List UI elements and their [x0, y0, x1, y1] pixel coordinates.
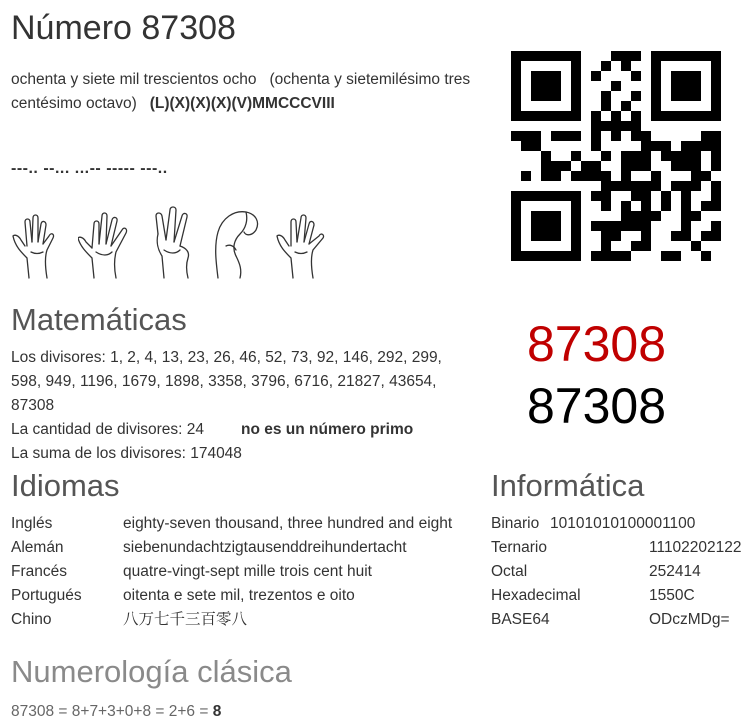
qr-module	[541, 81, 551, 91]
qr-module	[601, 201, 611, 211]
qr-module	[531, 81, 541, 91]
qr-module	[691, 151, 701, 161]
qr-module	[591, 111, 601, 121]
language-value: 八万七千三百零八	[123, 611, 248, 628]
qr-module	[531, 51, 541, 61]
qr-module	[711, 61, 721, 71]
base-label: Ternario	[491, 539, 547, 556]
qr-module	[591, 221, 601, 231]
qr-module	[581, 161, 591, 171]
qr-module	[521, 131, 531, 141]
qr-module	[711, 141, 721, 151]
language-name: Inglés	[11, 515, 53, 532]
language-name: Chino	[11, 611, 52, 628]
qr-module	[621, 151, 631, 161]
section-title-math: Matemáticas	[11, 302, 187, 337]
qr-module	[681, 191, 691, 201]
qr-module	[711, 91, 721, 101]
zero-sign-hand-icon	[212, 206, 268, 280]
qr-module	[691, 111, 701, 121]
language-value: quatre-vingt-sept mille trois cent huit	[123, 563, 372, 580]
section-title-numerology: Numerología clásica	[11, 654, 292, 689]
qr-module	[551, 171, 561, 181]
qr-module	[671, 231, 681, 241]
language-value: oitenta e sete mil, trezentos e oito	[123, 587, 355, 604]
qr-module	[621, 221, 631, 231]
seven-sign-hand-icon	[78, 206, 134, 280]
qr-module	[551, 211, 561, 221]
qr-module	[601, 221, 611, 231]
qr-module	[611, 131, 621, 141]
qr-module	[541, 71, 551, 81]
qr-module	[551, 131, 561, 141]
qr-module	[671, 91, 681, 101]
qr-module	[601, 241, 611, 251]
qr-module	[621, 211, 631, 221]
qr-module	[651, 141, 661, 151]
language-name: Alemán	[11, 539, 64, 556]
qr-module	[641, 211, 651, 221]
qr-module	[601, 181, 611, 191]
qr-module	[671, 181, 681, 191]
qr-module	[691, 91, 701, 101]
divisor-count: 24	[186, 421, 205, 438]
qr-module	[551, 221, 561, 231]
qr-module	[651, 101, 661, 111]
number-display-black: 87308	[527, 378, 667, 434]
divisor-count-label: La cantidad de divisores:	[11, 421, 183, 438]
qr-module	[701, 131, 711, 141]
qr-module	[511, 241, 521, 251]
qr-module	[531, 141, 541, 151]
qr-module	[521, 251, 531, 261]
qr-module	[631, 91, 641, 101]
numerology-line	[11, 700, 221, 724]
qr-module	[641, 221, 651, 231]
qr-module	[601, 171, 611, 181]
qr-module	[631, 51, 641, 61]
qr-module	[711, 101, 721, 111]
qr-module	[671, 51, 681, 61]
qr-module	[621, 121, 631, 131]
qr-module	[541, 231, 551, 241]
qr-module	[541, 161, 551, 171]
qr-module	[681, 211, 691, 221]
qr-module	[601, 61, 611, 71]
qr-module	[671, 151, 681, 161]
qr-module	[571, 231, 581, 241]
qr-module	[691, 181, 701, 191]
qr-module	[711, 71, 721, 81]
qr-module	[511, 191, 521, 201]
qr-module	[621, 61, 631, 71]
qr-module	[541, 91, 551, 101]
qr-module	[511, 211, 521, 221]
qr-module	[631, 161, 641, 171]
qr-module	[511, 201, 521, 211]
qr-module	[691, 241, 701, 251]
qr-module	[631, 181, 641, 191]
qr-module	[511, 221, 521, 231]
qr-module	[651, 81, 661, 91]
qr-module	[511, 91, 521, 101]
qr-module	[561, 51, 571, 61]
qr-module	[621, 201, 631, 211]
qr-module	[631, 191, 641, 201]
qr-module	[551, 251, 561, 261]
qr-module	[681, 201, 691, 211]
qr-module	[621, 251, 631, 261]
qr-module	[571, 191, 581, 201]
qr-module	[611, 221, 621, 231]
qr-module	[611, 81, 621, 91]
qr-module	[551, 231, 561, 241]
qr-module	[611, 251, 621, 261]
qr-module	[591, 131, 601, 141]
qr-module	[711, 131, 721, 141]
qr-module	[571, 71, 581, 81]
qr-module	[661, 191, 671, 201]
qr-module	[591, 251, 601, 261]
qr-module	[671, 251, 681, 261]
section-title-languages: Idiomas	[11, 468, 120, 503]
divisors-line	[11, 346, 476, 418]
qr-module	[631, 221, 641, 231]
qr-module	[531, 71, 541, 81]
qr-module	[521, 111, 531, 121]
qr-module	[601, 231, 611, 241]
qr-module	[631, 111, 641, 121]
base-value: 11102202122	[649, 539, 742, 556]
qr-module	[541, 251, 551, 261]
qr-module	[641, 181, 651, 191]
qr-module	[511, 101, 521, 111]
qr-module	[691, 71, 701, 81]
qr-module	[661, 201, 671, 211]
qr-module	[521, 141, 531, 151]
qr-module	[511, 61, 521, 71]
qr-module	[711, 191, 721, 201]
qr-module	[511, 131, 521, 141]
qr-module	[581, 171, 591, 181]
roman-numeral: (L)(X)(X)(X)(V)MMCCCVIII	[149, 95, 335, 112]
qr-module	[611, 231, 621, 241]
qr-module	[511, 251, 521, 261]
qr-module	[571, 221, 581, 231]
qr-module	[541, 51, 551, 61]
number-words: ochenta y siete mil trescientos ocho	[11, 71, 257, 88]
qr-module	[711, 81, 721, 91]
qr-module	[681, 51, 691, 61]
qr-module	[531, 91, 541, 101]
qr-module	[561, 111, 571, 121]
qr-module	[541, 221, 551, 231]
numerology-formula: 87308 = 8+7+3+0+8 = 2+6 =	[11, 703, 209, 720]
qr-module	[551, 91, 561, 101]
qr-module	[641, 151, 651, 161]
language-name: Francés	[11, 563, 67, 580]
divisors-list: 1, 2, 4, 13, 23, 26, 46, 52, 73, 92, 146, 292, 299, 598, 949, 1196, 1679, 1898, 3358, 3796, 6716, 21827, 43654, 87308	[11, 349, 442, 414]
qr-module	[531, 111, 541, 121]
page-title: Número 87308	[11, 9, 236, 47]
qr-module	[681, 91, 691, 101]
qr-module	[711, 181, 721, 191]
qr-module	[631, 211, 641, 221]
qr-module	[711, 51, 721, 61]
qr-module	[601, 251, 611, 261]
qr-module	[651, 91, 661, 101]
qr-module	[701, 171, 711, 181]
qr-module	[711, 231, 721, 241]
qr-module	[591, 171, 601, 181]
divisor-sum-line	[11, 442, 242, 466]
divisor-sum: 174048	[190, 445, 242, 462]
numerology-result: 8	[212, 703, 222, 720]
qr-module	[571, 131, 581, 141]
language-value: siebenundachtzigtausenddreihundertacht	[123, 539, 407, 556]
qr-module	[661, 151, 671, 161]
qr-module	[571, 91, 581, 101]
qr-module	[591, 121, 601, 131]
qr-module	[671, 161, 681, 171]
qr-module	[521, 171, 531, 181]
ordinal-words: (ochenta y sietemilésimo trescentésimo octavo)	[11, 71, 471, 112]
base-value: 1550C	[649, 587, 695, 604]
qr-module	[511, 51, 521, 61]
qr-module	[531, 191, 541, 201]
qr-module	[661, 251, 671, 261]
three-sign-hand-icon	[150, 206, 206, 280]
qr-module	[661, 111, 671, 121]
qr-module	[561, 161, 571, 171]
eight-sign-hand-icon	[275, 206, 331, 280]
divisors-label: Los divisores:	[11, 349, 106, 366]
qr-module	[691, 171, 701, 181]
qr-module	[701, 231, 711, 241]
qr-module	[691, 161, 701, 171]
base-label: Hexadecimal	[491, 587, 581, 604]
qr-module	[651, 171, 661, 181]
qr-module	[601, 191, 611, 201]
qr-module	[621, 181, 631, 191]
qr-module	[601, 151, 611, 161]
qr-module	[701, 251, 711, 261]
qr-module	[641, 161, 651, 171]
qr-module	[661, 51, 671, 61]
qr-module	[541, 111, 551, 121]
qr-module	[681, 221, 691, 231]
qr-module	[571, 81, 581, 91]
qr-module	[551, 51, 561, 61]
qr-module	[671, 111, 681, 121]
qr-module	[671, 81, 681, 91]
divisor-sum-label: La suma de los divisores:	[11, 445, 186, 462]
qr-module	[591, 191, 601, 201]
base-value: ODczMDg=	[649, 611, 730, 628]
qr-module	[651, 61, 661, 71]
qr-module	[561, 131, 571, 141]
qr-module	[551, 81, 561, 91]
qr-module	[551, 161, 561, 171]
qr-module	[601, 121, 611, 131]
qr-module	[571, 111, 581, 121]
qr-module	[511, 111, 521, 121]
qr-module	[531, 221, 541, 231]
qr-module	[551, 111, 561, 121]
qr-module	[701, 51, 711, 61]
qr-module	[651, 71, 661, 81]
qr-module	[621, 51, 631, 61]
qr-module	[571, 61, 581, 71]
qr-module	[551, 191, 561, 201]
qr-module	[551, 71, 561, 81]
qr-module	[571, 211, 581, 221]
number-display-red: 87308	[527, 316, 667, 372]
qr-module	[621, 161, 631, 171]
qr-module	[541, 151, 551, 161]
qr-module	[701, 141, 711, 151]
qr-module	[711, 161, 721, 171]
qr-module	[641, 241, 651, 251]
qr-module	[681, 141, 691, 151]
qr-module	[681, 111, 691, 121]
qr-module	[611, 121, 621, 131]
qr-module	[541, 171, 551, 181]
section-title-computing: Informática	[491, 468, 645, 503]
qr-module	[641, 191, 651, 201]
qr-module	[511, 81, 521, 91]
qr-module	[641, 131, 651, 141]
qr-module	[631, 71, 641, 81]
qr-module	[671, 71, 681, 81]
qr-module	[521, 191, 531, 201]
divisor-count-line	[11, 418, 204, 442]
qr-module	[651, 111, 661, 121]
qr-module	[561, 251, 571, 261]
qr-module	[591, 141, 601, 151]
morse-code: ---.. --... ...-- ----- ---..	[11, 160, 168, 177]
qr-module	[541, 211, 551, 221]
qr-module	[511, 71, 521, 81]
qr-module	[681, 71, 691, 81]
qr-module	[631, 241, 641, 251]
qr-module	[651, 181, 661, 191]
qr-module	[531, 231, 541, 241]
qr-module	[681, 161, 691, 171]
number-words-block	[11, 68, 471, 116]
qr-module	[611, 111, 621, 121]
qr-module	[661, 141, 671, 151]
qr-module	[591, 161, 601, 171]
qr-module	[621, 171, 631, 181]
base-label: BASE64	[491, 611, 550, 628]
base-value: 252414	[649, 563, 701, 580]
qr-module	[591, 71, 601, 81]
base-value: 10101010100001100	[550, 515, 696, 532]
language-value: eighty-seven thousand, three hundred and eight	[123, 515, 453, 532]
qr-module	[531, 131, 541, 141]
qr-module	[711, 151, 721, 161]
qr-module	[601, 91, 611, 101]
qr-module	[711, 221, 721, 231]
qr-module	[601, 101, 611, 111]
qr-module	[611, 181, 621, 191]
qr-module	[631, 121, 641, 131]
qr-module	[641, 231, 651, 241]
qr-module	[631, 131, 641, 141]
qr-module	[521, 51, 531, 61]
eight-sign-hand-icon	[11, 206, 67, 280]
qr-module	[571, 241, 581, 251]
qr-module	[561, 191, 571, 201]
qr-module	[681, 181, 691, 191]
qr-module	[681, 151, 691, 161]
language-name: Portugués	[11, 587, 82, 604]
qr-module	[571, 101, 581, 111]
qr-module	[681, 81, 691, 91]
qr-module	[621, 101, 631, 111]
qr-module	[711, 201, 721, 211]
qr-module	[691, 141, 701, 151]
qr-module	[571, 251, 581, 261]
qr-module	[641, 201, 651, 211]
base-label: Octal	[491, 563, 528, 580]
qr-module	[641, 141, 651, 151]
qr-module	[571, 51, 581, 61]
qr-module	[571, 151, 581, 161]
qr-module	[651, 51, 661, 61]
base-label: Binario	[491, 515, 540, 532]
qr-code-icon	[511, 51, 721, 261]
qr-module	[691, 211, 701, 221]
qr-module	[531, 251, 541, 261]
qr-module	[541, 191, 551, 201]
qr-module	[691, 81, 701, 91]
qr-module	[651, 211, 661, 221]
qr-module	[571, 201, 581, 211]
qr-module	[691, 51, 701, 61]
qr-module	[611, 51, 621, 61]
prime-status: no es un número primo	[241, 421, 414, 438]
qr-module	[511, 231, 521, 241]
qr-module	[681, 231, 691, 241]
qr-module	[531, 211, 541, 221]
qr-module	[701, 201, 711, 211]
qr-module	[631, 151, 641, 161]
qr-module	[711, 111, 721, 121]
qr-module	[571, 171, 581, 181]
qr-module	[701, 111, 711, 121]
